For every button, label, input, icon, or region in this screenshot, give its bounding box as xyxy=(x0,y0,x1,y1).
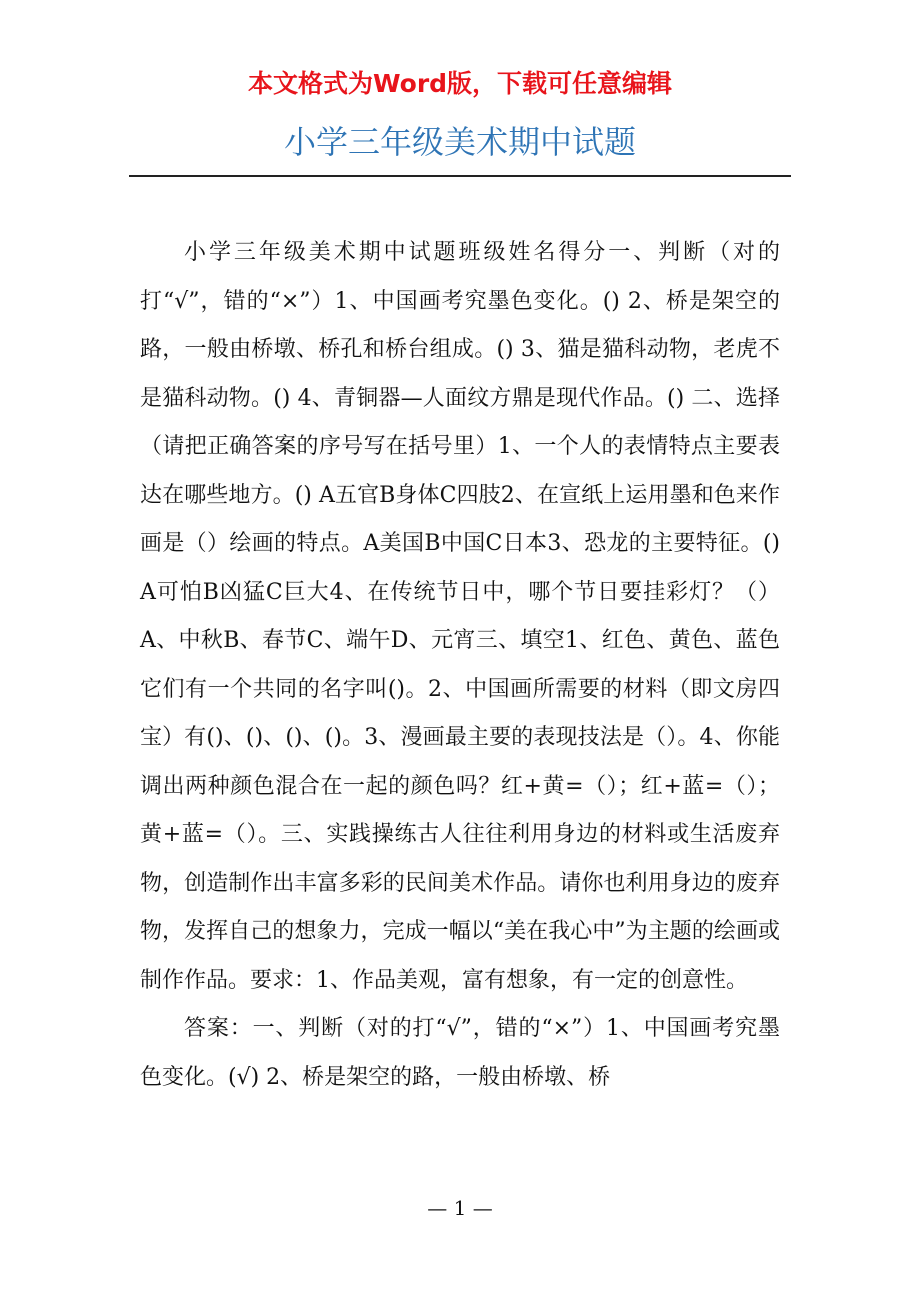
format-notice: 本文格式为Word版，下载可任意编辑 xyxy=(247,69,673,98)
question-paragraph: 小学三年级美术期中试题班级姓名得分一、判断（对的打“√”，错的“×”）1、中国画考究墨色变化。() 2、桥是架空的路，一般由桥墩、桥孔和桥台组成。() 3、猫是猫科动物，老虎不是猫科动物。() 4、青铜器—人面纹方鼎是现代作品。() 二、选择（请把正确答案的序号写在括号里）1、一个人的表情特点主要表达在哪些地方。() A五官B身体C四肢2、在宣纸上运用墨和色来作画是（）绘画的特点。A美国B中国C日本3、恐龙的主要特征。() A可怕B凶猛C巨大4、在传统节日中，哪个节日要挂彩灯？（）A、中秋B、春节C、端午D、元宵三、填空1、红色、黄色、蓝色它们有一个共同的名字叫()。2、中国画所需要的材料（即文房四宝）有()、()、()、()。3、漫画最主要的表现技法是（）。4、你能调出两种颜色混合在一起的颜色吗？红+黄=（）；红+蓝=（）；黄+蓝=（）。三、实践操练古人往往利用身边的材料或生活废弃物，创造制作出丰富多彩的民间美术作品。请你也利用身边的废弃物，发挥自己的想象力，完成一幅以“美在我心中”为主题的绘画或制作作品。要求：1、作品美观，富有想象，有一定的创意性。 xyxy=(140,240,780,993)
document-body xyxy=(140,229,780,1102)
document-title: 小学三年级美术期中试题 xyxy=(283,123,636,161)
page-number: — 1 — xyxy=(427,1196,493,1220)
title-divider xyxy=(129,175,791,177)
answer-paragraph: 答案：一、判断（对的打“√”，错的“×”）1、中国画考究墨色变化。(√) 2、桥是架空的路，一般由桥墩、桥 xyxy=(140,1016,780,1090)
